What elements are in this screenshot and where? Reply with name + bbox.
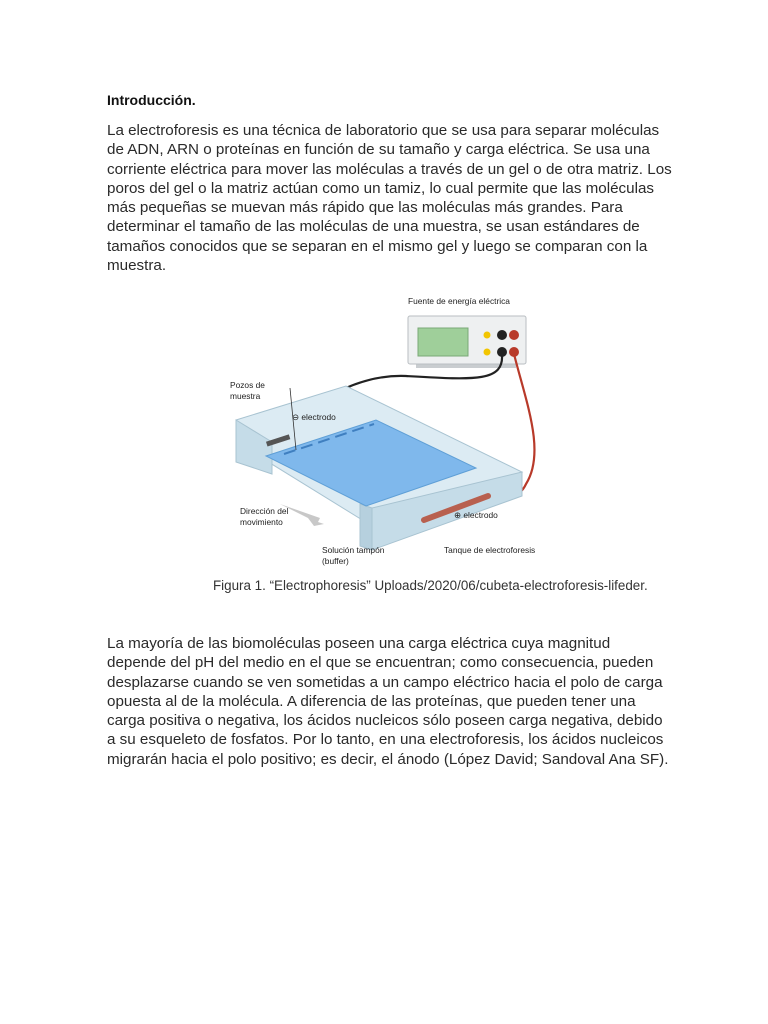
- negative-electrode-label: ⊖ electrodo: [292, 412, 336, 422]
- body-paragraph: La mayoría de las biomoléculas poseen una carga eléctrica cuya magnitud depende del pH del medio en el que se encuentran; como consecuencia, pueden desplazarse cuando se ven sometidas a un campo eléctrico hacia el polo de carga opuesta al de la molécula. A diferencia de las proteínas, que pueden tener una carga positiva o negativa, los ácidos nucleicos sólo poseen carga negativa, debido a su esqueleto de fosfatos. Por lo tanto, en una electroforesis, los ácidos nucleicos migrarán hacia el polo positivo; es decir, el ánodo (López David; Sandoval Ana SF).: [107, 635, 669, 768]
- power-supply-icon: [408, 316, 526, 368]
- buffer-label-line1: Solución tampón: [322, 545, 385, 555]
- direction-label-line1: Dirección del: [240, 506, 289, 516]
- figure-caption: Figura 1. “Electrophoresis” Uploads/2020/06/cubeta-electroforesis-lifeder.: [213, 578, 648, 593]
- buffer-label-line2: (buffer): [322, 556, 349, 566]
- power-supply-label: Fuente de energía eléctrica: [408, 296, 510, 306]
- sample-wells-label-line1: Pozos de: [230, 380, 265, 390]
- direction-label-line2: movimiento: [240, 517, 283, 527]
- positive-electrode-label: ⊕ electrodo: [454, 510, 498, 520]
- section-heading: Introducción.: [107, 92, 196, 108]
- sample-wells-label-line2: muestra: [230, 391, 261, 401]
- electrophoresis-diagram: [226, 292, 546, 572]
- intro-paragraph: La electroforesis es una técnica de laboratorio que se usa para separar moléculas de ADN, ARN o proteínas en función de su tamaño y carga eléctrica. Se usa una corriente eléctrica para mover las moléculas a través de un gel o de otra matriz. Los poros del gel o la matriz actúan como un tamiz, lo cual permite que las moléculas más pequeñas se muevan más rápido que las moléculas más grandes. Para determinar el tamaño de las moléculas de una muestra, se usan estándares de tamaños conocidos que se separan en el mismo gel y luego se comparan con la muestra.: [107, 122, 672, 275]
- tank-label: Tanque de electroforesis: [444, 545, 536, 555]
- electrophoresis-figure: [226, 292, 546, 572]
